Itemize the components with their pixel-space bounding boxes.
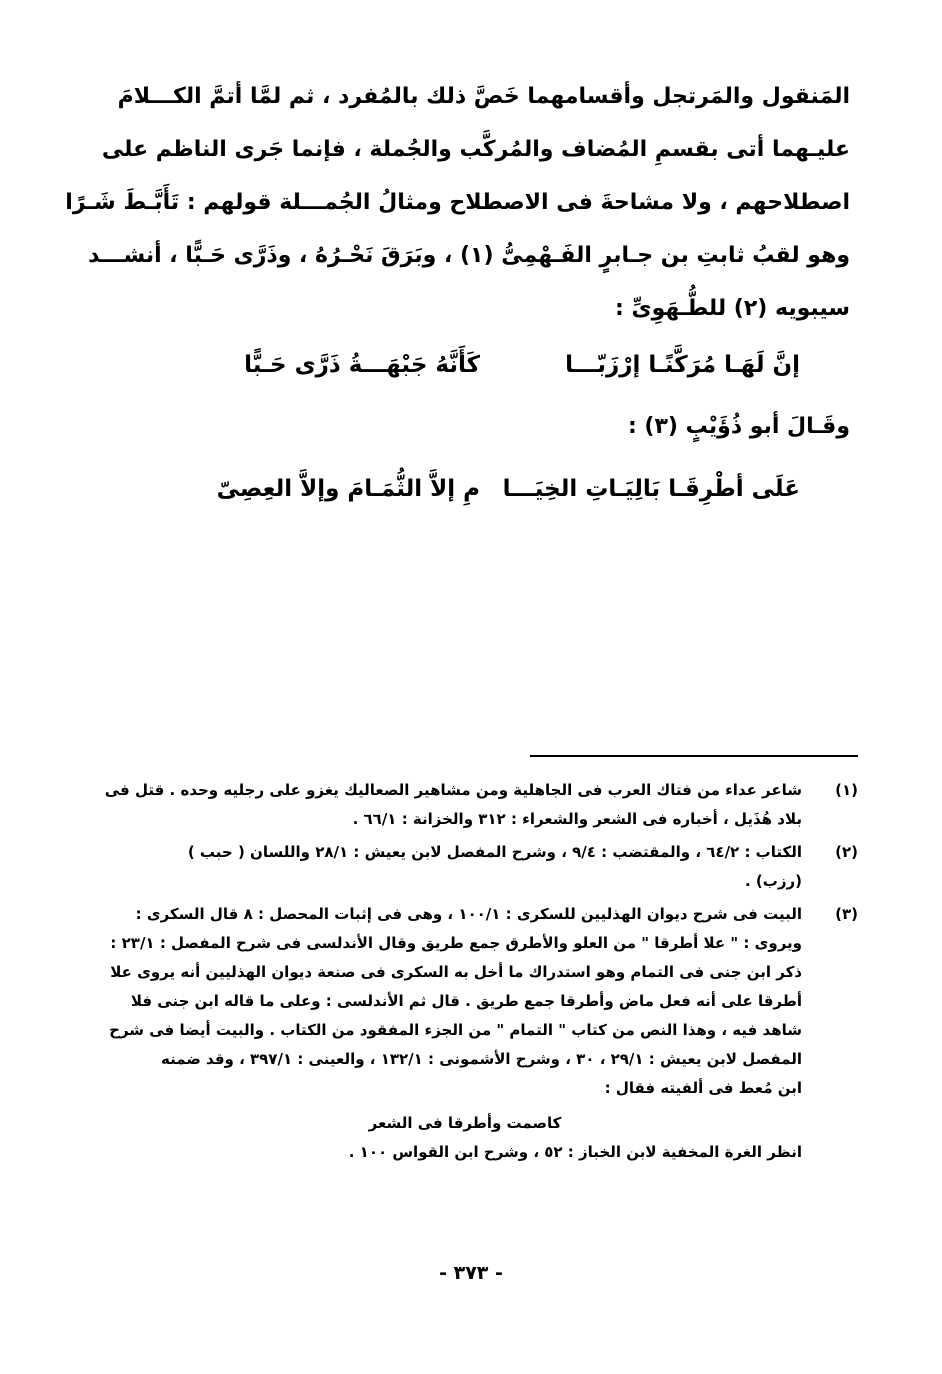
poetry-verse-2	[90, 476, 850, 526]
footnote-line: انظر الغرة المخفية لابن الخباز : ٥٢ ، وشرح ابن القواس ١٠٠ .	[348, 1143, 802, 1161]
paragraph-line: عليـهما أتى بقسمِ المُضاف والمُركَّب والجُملة ، فإنما جَرى الناظم على	[101, 137, 850, 162]
footnote-line: المفصل لابن يعيش : ٢٩/١ ، ٣٠ ، وشرح الأشمونى : ١٣٢/١ ، والعينى : ٣٩٧/١ ، وقد ضمنه	[161, 1050, 802, 1068]
footnote-2	[88, 838, 858, 896]
verse-first-hemistich: عَلَى أطْرِقَـا بَالِيَـاتِ الخِيَـــا	[502, 476, 800, 502]
footnotes	[88, 776, 858, 1171]
verse-first-hemistich: إنَّ لَهَـا مُرَكَّنًـا إرْزَبّـــا	[565, 352, 800, 378]
verse-second-hemistich: مِ إلاَّ الثُّمَـامَ وإلاَّ العِصِىّ	[216, 476, 480, 502]
paragraph-line: سيبويه (٢) للطُّـهَوِىِّ :	[615, 296, 850, 321]
footnote-line: البيت فى شرح ديوان الهذليين للسكرى : ١٠٠/١ ، وهى فى إثبات المحصل : ٨ قال السكرى :	[135, 905, 802, 923]
footnote-separator	[530, 755, 858, 757]
footnote-line: ويروى : " علا أطرقا " من العلو والأطرق جمع طريق وقال الأندلسى فى شرح المفصل : ٢٣/١ :	[110, 934, 802, 952]
verse-introduction: وقَـالَ أبو ذُؤَيْبٍ (٣) :	[627, 414, 850, 439]
footnote-line: ذكر ابن جنى فى التمام وهو استدراك ما أخل به السكرى فى صنعة ديوان الهذليين أنه يروى علا	[110, 963, 802, 981]
paragraph-line: المَنقول والمَرتجل وأقسامهما خَصَّ ذلك بالمُفرد ، ثم لمَّا أتمَّ الكـــلامَ	[117, 84, 850, 109]
footnote-line: أطرقا على أنه فعل ماض وأطرقا جمع طريق . قال ثم الأندلسى : وعلى ما قاله ابن جنى فلا	[130, 992, 802, 1010]
quoted-verse: كاصمت وأطرقا فى الشعر	[368, 1114, 562, 1132]
verse-second-hemistich: كَأَنَّهُ جَبْهَـــةُ ذَرَّى حَـبًّا	[244, 352, 480, 378]
poetry-verse-1	[90, 352, 850, 402]
footnote-line: ابن مُعط فى ألفيته فقال :	[604, 1079, 802, 1097]
paragraph-line: اصطلاحهم ، ولا مشاحةَ فى الاصطلاح ومثالُ الجُمـــلة قولهم : تَأَبَّـطَ شَـرًا	[65, 190, 850, 215]
footnote-number: (٣)	[835, 905, 858, 923]
footnote-line: (رزب) .	[745, 872, 802, 890]
paragraph-line: وهو لقبُ ثابتِ بن جـابرٍ الفَـهْمِىُّ (١) ، وبَرَقَ نَحْـرُهُ ، وذَرَّى حَـبًّا ، أنشـــد	[88, 243, 850, 268]
footnote-line: بلاد هُذَيل ، أخباره فى الشعر والشعراء : ٣١٢ والخزانة : ٦٦/١ .	[352, 810, 802, 828]
footnote-1	[88, 776, 858, 834]
footnote-number: (١)	[835, 781, 858, 799]
footnote-line: شاهد فيه ، وهذا النص من كتاب " التمام " من الجزء المفقود من الكتاب . والبيت أيضا فى شرح	[109, 1021, 802, 1039]
main-paragraph	[65, 70, 850, 335]
footnote-number: (٢)	[835, 843, 858, 861]
footnote-line: الكتاب : ٦٤/٢ ، والمقتضب : ٩/٤ ، وشرح المفصل لابن يعيش : ٢٨/١ واللسان ( حبب )	[187, 843, 802, 861]
page-number: - ٣٧٣ -	[439, 1262, 503, 1284]
footnote-line: شاعر عداء من فتاك العرب فى الجاهلية ومن مشاهير الصعاليك يغزو على رجليه وحده . قتل فى	[104, 781, 802, 799]
footnote-3	[88, 900, 858, 1167]
